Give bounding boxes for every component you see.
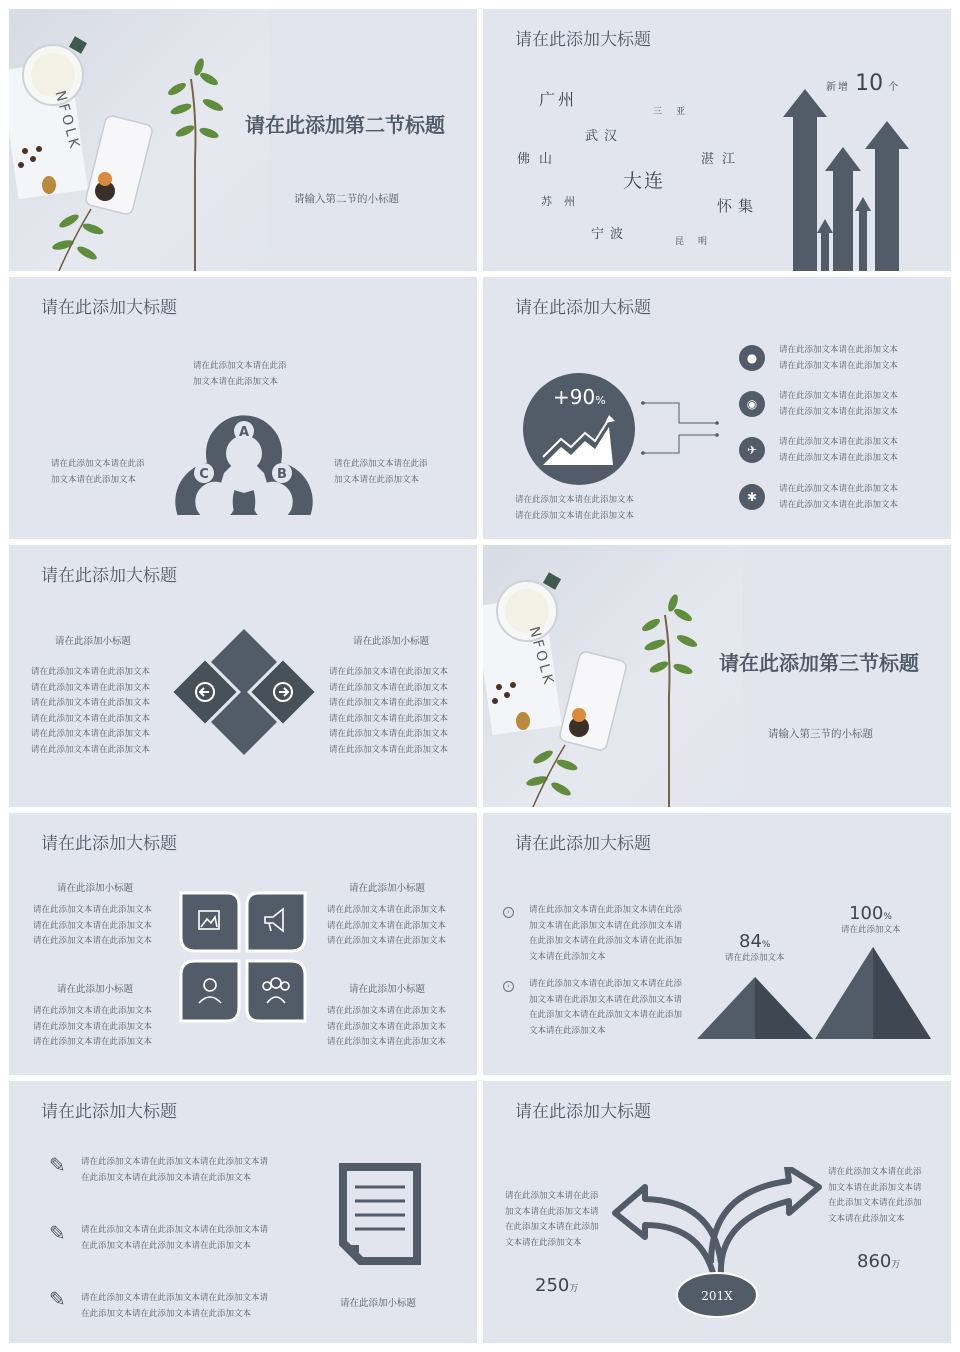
text-line: 请在此添加文本请在此添加文本 <box>329 682 449 693</box>
slide-title: 请在此添加大标题 <box>515 834 651 854</box>
city-label: 昆明 <box>675 237 722 247</box>
left-heading: 请在此添加小标题 <box>55 636 132 647</box>
bullet-icon: › <box>503 907 514 918</box>
text-line: 请在此添加文本请在此添加文本 <box>329 667 449 677</box>
city-label: 怀集 <box>717 197 760 215</box>
added-suffix: 个 <box>888 82 899 93</box>
text-line: 加文本请在此添加文本请 <box>828 1182 922 1193</box>
slide-split-arrows <box>483 1081 951 1343</box>
item-text <box>81 1223 268 1254</box>
text-line: 请在此添加文本请在此添加文本 <box>779 437 899 447</box>
desk-photo <box>483 545 743 807</box>
right-value <box>857 1251 900 1272</box>
text-line: 加文本请在此添加文本请 <box>505 1206 599 1217</box>
four-leaves-graphic <box>171 887 315 1027</box>
added-number: 10 <box>855 71 884 96</box>
text-line: 请在此添加文本请在此添加文本 <box>33 1021 153 1032</box>
desk-illustration <box>9 9 269 271</box>
text-line: 请在此添加文本请在此添加文本 <box>779 406 899 417</box>
slide-section-three <box>483 545 951 807</box>
text-line: 请在此添加文本请在此添加文本 <box>327 936 447 946</box>
percent-number: 84 <box>739 931 762 952</box>
connector-lines <box>641 395 721 461</box>
right-percent <box>849 903 892 924</box>
text-line: 加文本请在此添加文本 <box>193 376 279 387</box>
arrow-medium <box>825 147 861 271</box>
text-line: 在此添加文本请在此添加文本请在此添加 <box>529 1010 683 1020</box>
right-heading: 请在此添加小标题 <box>353 636 430 647</box>
text-line: 请在此添加文本请在此添加文本 <box>31 713 151 724</box>
text-line: 请在此添加文本请在此添加文本 <box>515 495 635 505</box>
value-number: 250 <box>535 1275 570 1296</box>
text-line: 请在此添加文本请在此添加文本 <box>329 713 449 724</box>
slide-four-leaves <box>9 813 477 1075</box>
text-line: 请在此添加文本请在此添加文本 <box>779 345 899 355</box>
arrow-left-outline <box>615 1187 721 1273</box>
section-subtitle: 请输入第三节的小标题 <box>768 728 873 740</box>
text-line: 文本请在此添加文本 <box>505 1237 582 1248</box>
text-line: 请在此添加文本请在此添加文本请在此添加文本请 <box>81 1157 269 1167</box>
paragraph-2 <box>529 977 682 1039</box>
city-label: 武汉 <box>585 129 624 144</box>
slide-title: 请在此添加大标题 <box>41 1102 177 1122</box>
text-line: 请在此添加文本请在此添加文本 <box>779 360 899 371</box>
text-line: 请在此添加文本请在此添加文本请在此添 <box>529 979 683 989</box>
left-text <box>505 1189 599 1251</box>
book-cover-text: NFOLK <box>51 89 83 153</box>
body-bottom-right <box>327 1004 446 1051</box>
document-icon <box>335 1159 425 1269</box>
text-line: 请在此添加文本请在此添加文本 <box>327 920 447 931</box>
text-line: 加文本请在此添加文本 <box>51 474 137 485</box>
arrow-small-2 <box>855 197 871 271</box>
value-unit: 万 <box>569 1284 579 1294</box>
text-line: 在此添加文本请在此添加文本请在此添加文本 <box>81 1240 252 1251</box>
document-caption: 请在此添加小标题 <box>340 1298 417 1309</box>
desk-photo <box>9 9 269 271</box>
arrow-tall <box>783 89 827 271</box>
split-arrows-graphic <box>611 1167 825 1323</box>
text-line: 请在此添加文本请在此添加文本 <box>515 510 635 521</box>
year-label: 201X <box>701 1289 733 1303</box>
text-line: 加文本请在此添加文本请在此添加文本请 <box>529 994 683 1005</box>
text-line: 在此添加文本请在此添加 <box>828 1198 922 1208</box>
text-line: 请在此添加文本请在此添加文本 <box>33 905 153 915</box>
paragraph-1 <box>529 903 682 965</box>
arrow-right-outline <box>711 1167 819 1273</box>
city-label: 苏州 <box>541 195 587 208</box>
item-text <box>779 482 898 513</box>
text-line: 请在此添加文本请在此添加文本 <box>33 920 153 931</box>
section-title: 请在此添加第二节标题 <box>245 113 445 137</box>
lightbulb-icon: ● <box>739 345 765 371</box>
heading-bottom-right: 请在此添加小标题 <box>349 984 426 995</box>
city-label: 湛江 <box>701 152 744 167</box>
text-line: 在此添加文本请在此添加文本请在此添加文本 <box>81 1308 252 1319</box>
value-number: 860 <box>857 1251 892 1272</box>
city-label: 大连 <box>623 170 666 192</box>
text-line: 在此添加文本请在此添加文本请在此添加文本 <box>81 1172 252 1183</box>
slide-document-list <box>9 1081 477 1343</box>
slide-percent-growth <box>483 277 951 539</box>
left-percent-label: 请在此添加文本 <box>725 953 785 963</box>
text-top <box>193 359 287 390</box>
text-line: 请在此添加文本请在此添加文本 <box>31 682 151 693</box>
airplane-icon: ✈ <box>739 437 765 463</box>
text-line: 加文本请在此添加文本 <box>334 474 420 485</box>
slide-title: 请在此添加大标题 <box>41 298 177 318</box>
slide-title: 请在此添加大标题 <box>41 566 177 586</box>
text-bottom <box>515 493 634 524</box>
text-line: 请在此添加文本请在此添加文本 <box>327 1006 447 1016</box>
slide-abc-diagram <box>9 277 477 539</box>
text-line: 请在此添加文本请在此添加文本 <box>779 484 899 494</box>
pencil-icon: ✎ <box>49 1221 66 1245</box>
label-a: A <box>238 425 250 440</box>
text-line: 请在此添加文本请在此添加文本 <box>33 1006 153 1016</box>
text-line: 请在此添加文本请在此添 <box>51 459 145 469</box>
text-line: 请在此添加文本请在此添加文本 <box>779 499 899 510</box>
people-icon: ◉ <box>739 391 765 417</box>
text-line: 请在此添加文本请在此添加文本 <box>33 936 153 946</box>
value-unit: 万 <box>891 1260 901 1270</box>
slide-city-arrows <box>483 9 951 271</box>
label-b: B <box>277 467 287 482</box>
left-value <box>535 1275 578 1296</box>
text-line: 请在此添加文本请在此添加文本 <box>779 391 899 401</box>
body-bottom-left <box>33 1004 152 1051</box>
text-right <box>334 457 428 488</box>
item-text <box>779 343 898 374</box>
percent-sign: % <box>595 394 606 407</box>
text-line: 请在此添加文本请在此添加文本 <box>31 667 151 677</box>
text-line: 请在此添加文本请在此添加文本 <box>31 744 151 755</box>
text-line: 文本请在此添加文本 <box>828 1213 905 1224</box>
text-line: 请在此添加文本请在此添加文本 <box>327 1021 447 1032</box>
slide-title: 请在此添加大标题 <box>515 298 651 318</box>
bullet-icon: › <box>503 981 514 992</box>
text-line: 请在此添加文本请在此添加文本 <box>329 744 449 755</box>
abc-knot-graphic <box>164 393 324 515</box>
item-text <box>81 1155 268 1186</box>
text-line: 请在此添加文本请在此添 <box>334 459 428 469</box>
text-line: 请在此添加文本请在此添加文本 <box>779 452 899 463</box>
text-line: 请在此添加文本请在此添加文本 <box>31 729 151 739</box>
text-line: 请在此添加文本请在此添加文本请在此添 <box>529 905 683 915</box>
compass-icon: ✱ <box>739 484 765 510</box>
percent-number: +90 <box>553 385 596 409</box>
city-label: 佛山 <box>517 152 562 167</box>
growth-arrows-graphic <box>783 89 913 271</box>
body-top-right <box>327 903 446 950</box>
text-line: 请在此添加文本请在此添加文本 <box>327 905 447 915</box>
slide-title: 请在此添加大标题 <box>515 30 651 50</box>
slide-mountain-percent <box>483 813 951 1075</box>
text-line: 请在此添加文本请在此添加文本 <box>329 698 449 708</box>
right-text <box>828 1165 922 1227</box>
section-title: 请在此添加第三节标题 <box>719 651 919 675</box>
slide-diamond-arrows <box>9 545 477 807</box>
text-line: 在此添加文本请在此添加 <box>505 1222 599 1232</box>
pencil-icon: ✎ <box>49 1153 66 1177</box>
text-line: 请在此添加文本请在此添加文本请在此添加文本请 <box>81 1293 269 1303</box>
item-text <box>779 389 898 420</box>
text-line: 请在此添加文本请在此添 <box>193 361 287 371</box>
text-line: 文本请在此添加文本 <box>529 1025 606 1036</box>
city-label: 三亚 <box>653 107 700 117</box>
right-body <box>329 665 448 758</box>
city-label: 宁波 <box>591 227 630 242</box>
percent-value <box>553 385 606 409</box>
text-line: 在此添加文本请在此添加文本请在此添加 <box>529 936 683 946</box>
heading-top-right: 请在此添加小标题 <box>349 883 426 894</box>
text-line: 请在此添加文本请在此添加文本请在此添加文本请 <box>81 1225 269 1235</box>
text-line: 请在此添加文本请在此添 <box>505 1191 599 1201</box>
mountain-graphic <box>697 947 933 1041</box>
arrow-small-1 <box>817 219 833 271</box>
text-line: 请在此添加文本请在此添加文本 <box>327 1037 447 1047</box>
right-percent-label: 请在此添加文本 <box>841 925 901 935</box>
leaf-top-right <box>247 893 305 951</box>
percent-sign: % <box>761 940 771 950</box>
item-text <box>81 1291 268 1322</box>
heading-top-left: 请在此添加小标题 <box>57 883 134 894</box>
heading-bottom-left: 请在此添加小标题 <box>57 984 134 995</box>
section-subtitle: 请输入第二节的小标题 <box>294 193 399 205</box>
item-text <box>779 435 898 466</box>
leaf-bottom-right <box>247 961 305 1021</box>
left-body <box>31 665 150 758</box>
text-line: 请在此添加文本请在此添加文本 <box>31 698 151 708</box>
text-line: 请在此添加文本请在此添加文本 <box>329 729 449 739</box>
added-prefix: 新增 <box>826 82 850 93</box>
slide-section-two <box>9 9 477 271</box>
text-line: 请在此添加文本请在此添加文本 <box>33 1037 153 1047</box>
text-line: 请在此添加文本请在此添 <box>828 1167 922 1177</box>
diamond-arrows-graphic <box>167 627 321 757</box>
book-cover-text: NFOLK <box>525 625 557 689</box>
pencil-icon: ✎ <box>49 1287 66 1311</box>
arrow-right <box>865 121 909 271</box>
text-line: 文本请在此添加文本 <box>529 951 606 962</box>
body-top-left <box>33 903 152 950</box>
slide-title: 请在此添加大标题 <box>41 834 177 854</box>
percent-number: 100 <box>849 903 884 924</box>
city-label: 广州 <box>539 90 578 109</box>
text-line: 加文本请在此添加文本请在此添加文本请 <box>529 920 683 931</box>
label-c: C <box>199 467 209 482</box>
percent-sign: % <box>883 912 892 922</box>
slide-title: 请在此添加大标题 <box>515 1102 651 1122</box>
text-left <box>51 457 145 488</box>
desk-illustration <box>483 545 743 807</box>
